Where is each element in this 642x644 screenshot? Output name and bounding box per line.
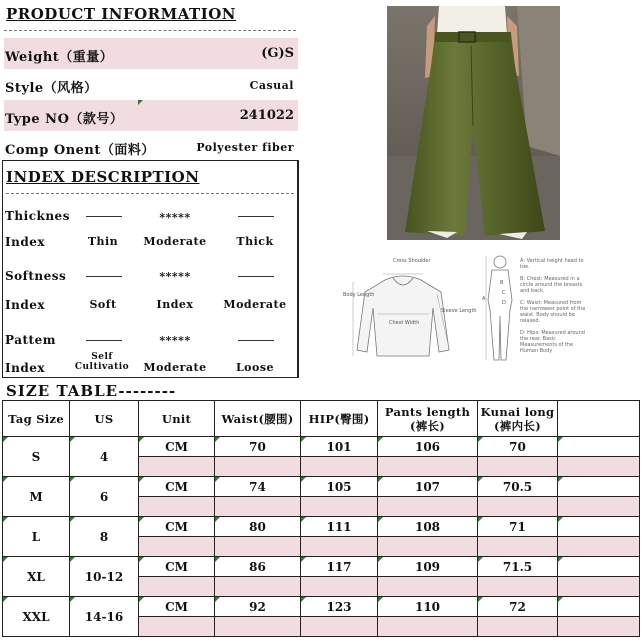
cell-waist: 80 — [215, 517, 301, 537]
cell-marker — [215, 477, 220, 482]
product-row-style — [4, 69, 298, 100]
rating-stars: ***** — [159, 334, 191, 347]
cell-shaded — [215, 497, 301, 517]
cell-marker — [139, 517, 144, 522]
scale-dash — [238, 276, 274, 277]
cell-marker — [70, 437, 75, 442]
cell-marker — [378, 597, 383, 602]
cell-us: 6 — [70, 477, 139, 517]
cell-tag-size: M — [3, 477, 70, 517]
index-label: Index — [5, 298, 46, 312]
cell-shaded — [558, 617, 640, 637]
cell-marker — [70, 517, 75, 522]
option-label: Soft — [89, 298, 117, 311]
index-description-title: INDEX DESCRIPTION — [6, 168, 200, 186]
cell-marker — [70, 477, 75, 482]
cell-marker — [301, 597, 306, 602]
cell-shaded — [215, 537, 301, 557]
cell-waist: 92 — [215, 597, 301, 617]
cell-shaded — [558, 457, 640, 477]
row-label: Style（风格） — [5, 81, 98, 96]
cell-us: 4 — [70, 437, 139, 477]
cell-shaded — [215, 617, 301, 637]
cell-marker — [3, 517, 8, 522]
index-label: Index — [5, 361, 46, 375]
note-d: D: Hips: Measured around the rear. Basic Measurements of the Human Body — [520, 330, 585, 354]
cell-empty — [558, 517, 640, 537]
table-row — [3, 517, 640, 537]
cell-marker — [70, 597, 75, 602]
header-us: US — [70, 401, 139, 437]
row-label: Type NO（款号） — [5, 112, 124, 127]
cell-marker — [378, 517, 383, 522]
scale-dash — [238, 340, 274, 341]
cell-empty — [558, 477, 640, 497]
cell-inseam: 70 — [478, 437, 558, 457]
cell-marker — [558, 437, 563, 442]
label-chest-width: Chest Width — [389, 320, 420, 326]
cell-shaded — [478, 617, 558, 637]
header-unit: Unit — [139, 401, 215, 437]
top-measurement-diagram — [341, 252, 477, 370]
cell-unit: CM — [139, 477, 215, 497]
table-header-row — [3, 401, 640, 437]
sweater-diagram — [341, 252, 477, 370]
cell-shaded — [378, 617, 478, 637]
cell-marker — [478, 477, 483, 482]
table-row — [3, 477, 640, 497]
cell-marker — [478, 437, 483, 442]
table-row — [3, 437, 640, 457]
option-label: Moderate — [143, 235, 207, 248]
option-label: Loose — [235, 361, 275, 374]
cell-unit: CM — [139, 517, 215, 537]
product-photo — [387, 6, 560, 240]
product-row-component — [4, 131, 298, 162]
option-label: Moderate — [143, 361, 207, 374]
cell-shaded — [558, 537, 640, 557]
wide-leg-pants-image — [387, 6, 560, 240]
row-label: Weight（重量） — [5, 50, 114, 65]
row-value: Casual — [249, 79, 294, 92]
cell-inseam: 71.5 — [478, 557, 558, 577]
row-value: 241022 — [239, 108, 294, 123]
cell-shaded — [478, 457, 558, 477]
index-name-pattern: Pattem — [5, 333, 56, 347]
cell-marker — [215, 557, 220, 562]
cell-empty — [558, 597, 640, 617]
cell-marker — [70, 557, 75, 562]
cell-us: 10-12 — [70, 557, 139, 597]
scale-dash — [238, 216, 274, 217]
cell-hip: 111 — [301, 517, 378, 537]
cell-hip: 101 — [301, 437, 378, 457]
measurement-notes — [520, 258, 590, 354]
cell-shaded — [139, 457, 215, 477]
cell-marker — [138, 100, 143, 105]
cell-hip: 117 — [301, 557, 378, 577]
cell-marker — [558, 517, 563, 522]
index-name-thickness: Thicknes — [5, 209, 70, 223]
label-cross-shoulder: Cross Shoulder — [393, 258, 431, 264]
index-label: Index — [5, 235, 46, 249]
cell-shaded — [301, 497, 378, 517]
cell-shaded — [478, 537, 558, 557]
cell-hip: 105 — [301, 477, 378, 497]
cell-empty — [558, 437, 640, 457]
cell-shaded — [558, 577, 640, 597]
header-waist: Waist(腰围) — [215, 401, 301, 437]
letter-d: D — [502, 300, 506, 306]
cell-marker — [139, 437, 144, 442]
size-table-title: SIZE TABLE-------- — [6, 382, 177, 400]
cell-shaded — [378, 577, 478, 597]
cell-shaded — [139, 537, 215, 557]
cell-shaded — [301, 457, 378, 477]
row-value: (G)S — [261, 46, 294, 61]
cell-marker — [215, 437, 220, 442]
note-c: C: Waist: Measured from the narrowest point of the waist. Body should be relaxed. — [520, 300, 586, 324]
cell-marker — [3, 477, 8, 482]
cell-unit: CM — [139, 597, 215, 617]
cell-marker — [215, 597, 220, 602]
cell-marker — [378, 437, 383, 442]
option-label: Moderate — [223, 298, 287, 311]
product-row-type-no — [4, 100, 298, 131]
label-body-length: Body Length — [343, 292, 375, 298]
cell-marker — [478, 597, 483, 602]
divider — [6, 193, 294, 194]
cell-shaded — [139, 617, 215, 637]
size-table — [2, 400, 640, 637]
cell-us: 8 — [70, 517, 139, 557]
cell-marker — [3, 557, 8, 562]
cell-marker — [558, 597, 563, 602]
label-sleeve-length: Sleeve Length — [441, 308, 477, 314]
header-hip: HIP(臀围) — [301, 401, 378, 437]
cell-marker — [301, 477, 306, 482]
cell-marker — [478, 557, 483, 562]
rating-stars: ***** — [159, 270, 191, 283]
cell-pants-length: 110 — [378, 597, 478, 617]
cell-shaded — [301, 537, 378, 557]
letter-c: C — [502, 290, 506, 296]
cell-shaded — [139, 497, 215, 517]
table-row — [3, 557, 640, 577]
note-b: B: Chest: Measured in a circle around the breasts and back. — [520, 276, 583, 294]
cell-shaded — [215, 577, 301, 597]
cell-shaded — [378, 537, 478, 557]
cell-pants-length: 109 — [378, 557, 478, 577]
cell-shaded — [301, 577, 378, 597]
index-name-softness: Softness — [5, 269, 67, 283]
cell-us: 14-16 — [70, 597, 139, 637]
row-label: Comp Onent（面料） — [5, 143, 155, 158]
cell-inseam: 72 — [478, 597, 558, 617]
product-row-weight — [4, 38, 298, 69]
cell-waist: 70 — [215, 437, 301, 457]
cell-inseam: 71 — [478, 517, 558, 537]
letter-a: A — [482, 296, 486, 302]
cell-marker — [139, 477, 144, 482]
cell-marker — [478, 517, 483, 522]
option-label: Thin — [87, 235, 119, 248]
cell-marker — [3, 597, 8, 602]
cell-marker — [378, 477, 383, 482]
rating-stars: ***** — [159, 211, 191, 224]
cell-unit: CM — [139, 557, 215, 577]
cell-unit: CM — [139, 437, 215, 457]
cell-marker — [301, 437, 306, 442]
scale-dash — [86, 340, 122, 341]
row-value: Polyester fiber — [196, 141, 294, 154]
cell-marker — [215, 517, 220, 522]
cell-marker — [558, 557, 563, 562]
cell-hip: 123 — [301, 597, 378, 617]
cell-inseam: 70.5 — [478, 477, 558, 497]
cell-tag-size: L — [3, 517, 70, 557]
cell-marker — [139, 557, 144, 562]
note-a: A: Vertical height head to toe. — [520, 258, 584, 270]
header-pants-length: Pants length (裤长) — [378, 401, 478, 437]
cell-shaded — [558, 497, 640, 517]
body-measurement-diagram — [482, 250, 590, 368]
cell-pants-length: 108 — [378, 517, 478, 537]
cell-tag-size: XL — [3, 557, 70, 597]
option-label: Thick — [236, 235, 274, 248]
cell-shaded — [478, 497, 558, 517]
divider — [4, 30, 296, 31]
product-info-title: PRODUCT INFORMATION — [6, 5, 237, 23]
cell-tag-size: XXL — [3, 597, 70, 637]
scale-dash — [86, 216, 122, 217]
letter-b: B — [500, 280, 504, 286]
scale-dash — [86, 276, 122, 277]
cell-waist: 74 — [215, 477, 301, 497]
cell-empty — [558, 557, 640, 577]
cell-shaded — [378, 497, 478, 517]
cell-marker — [139, 597, 144, 602]
cell-waist: 86 — [215, 557, 301, 577]
table-row — [3, 597, 640, 617]
cell-marker — [558, 477, 563, 482]
cell-pants-length: 106 — [378, 437, 478, 457]
header-tag-size: Tag Size — [3, 401, 70, 437]
cell-shaded — [139, 577, 215, 597]
cell-shaded — [215, 457, 301, 477]
cell-tag-size: S — [3, 437, 70, 477]
cell-shaded — [478, 577, 558, 597]
header-inseam: Kunai long (裤内长) — [478, 401, 558, 437]
cell-marker — [301, 517, 306, 522]
option-label: Self Cultivatio — [74, 352, 130, 372]
cell-marker — [378, 557, 383, 562]
cell-shaded — [378, 457, 478, 477]
header-empty — [558, 401, 640, 437]
cell-shaded — [301, 617, 378, 637]
cell-marker — [3, 437, 8, 442]
cell-pants-length: 107 — [378, 477, 478, 497]
cell-marker — [301, 557, 306, 562]
option-label: Index — [156, 298, 194, 311]
